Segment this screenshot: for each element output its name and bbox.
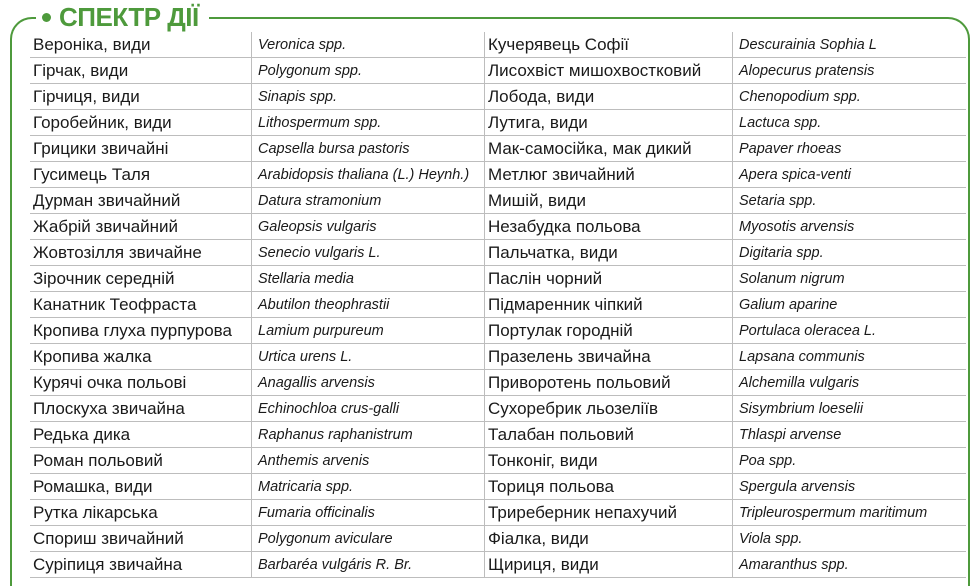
weed-common-name: Зірочник середній [33,268,175,288]
weed-common-name: Триреберник непахучий [488,502,677,522]
table-row [485,32,966,58]
weed-latin-name: Echinochloa crus-galli [251,396,485,421]
table-row [485,162,966,188]
table-row [30,240,485,266]
table-right-column [485,32,966,578]
weed-common-name: Спориш звичайний [33,528,184,548]
weed-common-name: Курячі очка польові [33,372,187,392]
weed-latin-name: Anthemis arvenis [251,448,485,473]
weed-latin-name: Descurainia Sophia L [732,32,966,57]
weed-common-name: Грицики звичайні [33,138,169,158]
weed-common-name: Канатник Теофраста [33,294,197,314]
table-row [30,500,485,526]
weed-latin-name: Lamium purpureum [251,318,485,343]
weed-latin-name: Viola spp. [732,526,966,551]
weed-common-name: Кучерявець Софії [488,34,630,54]
weed-latin-name: Thlaspi arvense [732,422,966,447]
table-row [30,396,485,422]
table-row [30,136,485,162]
table-row [485,266,966,292]
weed-common-name: Ториця польова [488,476,614,496]
weed-common-name: Лисохвіст мишохвостковий [488,60,702,80]
weed-latin-name: Abutilon theophrastii [251,292,485,317]
weed-common-name: Мак-самосійка, мак дикий [488,138,692,158]
weed-latin-name: Papaver rhoeas [732,136,966,161]
table-row [485,214,966,240]
weed-latin-name: Matricaria spp. [251,474,485,499]
weed-latin-name: Myosotis arvensis [732,214,966,239]
weed-common-name: Пальчатка, види [488,242,618,262]
weed-latin-name: Apera spica-venti [732,162,966,187]
table-row [485,292,966,318]
section-title [36,0,209,34]
weed-common-name: Роман польовий [33,450,163,470]
table-row [485,58,966,84]
weed-common-name: Гірчиця, види [33,86,140,106]
weed-common-name: Кропива глуха пурпурова [33,320,232,340]
table-row [30,162,485,188]
weed-latin-name: Barbaréa vulgáris R. Br. [251,552,485,577]
weed-latin-name: Senecio vulgaris L. [251,240,485,265]
weed-common-name: Гірчак, види [33,60,129,80]
table-row [485,136,966,162]
table-left-column [30,32,485,578]
weed-latin-name: Tripleurospermum maritimum [732,500,966,525]
weed-latin-name: Lithospermum spp. [251,110,485,135]
weed-latin-name: Sisymbrium loeselii [732,396,966,421]
weed-latin-name: Galeopsis vulgaris [251,214,485,239]
table-row [30,448,485,474]
weed-latin-name: Chenopodium spp. [732,84,966,109]
weed-latin-name: Sinapis spp. [251,84,485,109]
table-row [485,552,966,578]
table-row [30,474,485,500]
table-row [30,188,485,214]
table-row [30,32,485,58]
weed-common-name: Талабан польовий [488,424,634,444]
weed-latin-name: Veronica spp. [251,32,485,57]
weed-common-name: Лобода, види [488,86,595,106]
weed-common-name: Суріпиця звичайна [33,554,183,574]
table-row [30,292,485,318]
table-row [30,526,485,552]
table-row [485,110,966,136]
table-row [30,422,485,448]
weed-latin-name: Raphanus raphanistrum [251,422,485,447]
weed-common-name: Лутига, види [488,112,588,132]
table-row [30,266,485,292]
table-row [485,84,966,110]
weed-common-name: Кропива жалка [33,346,152,366]
table-row [485,422,966,448]
weed-common-name: Горобейник, види [33,112,172,132]
weed-latin-name: Digitaria spp. [732,240,966,265]
weed-latin-name: Spergula arvensis [732,474,966,499]
weed-latin-name: Amaranthus spp. [732,552,966,577]
weed-common-name: Гусимець Таля [33,164,151,184]
table-row [485,188,966,214]
table-row [485,370,966,396]
weed-latin-name: Poa spp. [732,448,966,473]
weed-common-name: Приворотень польовий [488,372,671,392]
weed-latin-name: Polygonum aviculare [251,526,485,551]
weed-common-name: Мишій, види [488,190,586,210]
weed-latin-name: Fumaria officinalis [251,500,485,525]
table-row [485,526,966,552]
weed-latin-name: Polygonum spp. [251,58,485,83]
weed-common-name: Фіалка, види [488,528,589,548]
weed-common-name: Рутка лікарська [33,502,158,522]
weed-latin-name: Solanum nigrum [732,266,966,291]
table-row [485,448,966,474]
weed-latin-name: Galium aparine [732,292,966,317]
weed-common-name: Празелень звичайна [488,346,651,366]
weed-common-name: Редька дика [33,424,131,444]
table-row [30,552,485,578]
bullet-icon [42,13,51,22]
weed-common-name: Підмаренник чіпкий [488,294,643,314]
weed-common-name: Тонконіг, види [488,450,598,470]
weed-common-name: Сухоребрик льозеліїв [488,398,659,418]
table-row [30,84,485,110]
weed-latin-name: Lactuca spp. [732,110,966,135]
table-row [485,396,966,422]
table-row [485,500,966,526]
table-row [485,318,966,344]
weed-common-name: Ромашка, види [33,476,153,496]
weed-latin-name: Stellaria media [251,266,485,291]
table-row [30,318,485,344]
table-row [30,214,485,240]
weed-latin-name: Capsella bursa pastoris [251,136,485,161]
table-row [30,370,485,396]
table-row [485,240,966,266]
table-row [30,344,485,370]
weed-latin-name: Urtica urens L. [251,344,485,369]
weed-common-name: Паслін чорний [488,268,603,288]
weed-latin-name: Anagallis arvensis [251,370,485,395]
table-row [485,344,966,370]
weed-common-name: Жовтозілля звичайне [33,242,202,262]
weed-latin-name: Datura stramonium [251,188,485,213]
weed-latin-name: Arabidopsis thaliana (L.) Heynh.) [251,162,485,187]
table-row [485,474,966,500]
weed-latin-name: Setaria spp. [732,188,966,213]
weed-common-name: Жабрій звичайний [33,216,179,236]
weed-common-name: Плоскуха звичайна [33,398,185,418]
weed-latin-name: Alopecurus pratensis [732,58,966,83]
weed-common-name: Портулак городній [488,320,633,340]
weed-latin-name: Lapsana communis [732,344,966,369]
weed-common-name: Дурман звичайний [33,190,181,210]
weed-latin-name: Portulaca oleracea L. [732,318,966,343]
weed-common-name: Незабудка польова [488,216,641,236]
weed-common-name: Вероніка, види [33,34,151,54]
weed-latin-name: Alchemilla vulgaris [732,370,966,395]
weed-common-name: Щириця, види [488,554,599,574]
section-title-text: СПЕКТР ДІЇ [59,1,199,32]
table-row [30,110,485,136]
weed-common-name: Метлюг звичайний [488,164,635,184]
table-row [30,58,485,84]
